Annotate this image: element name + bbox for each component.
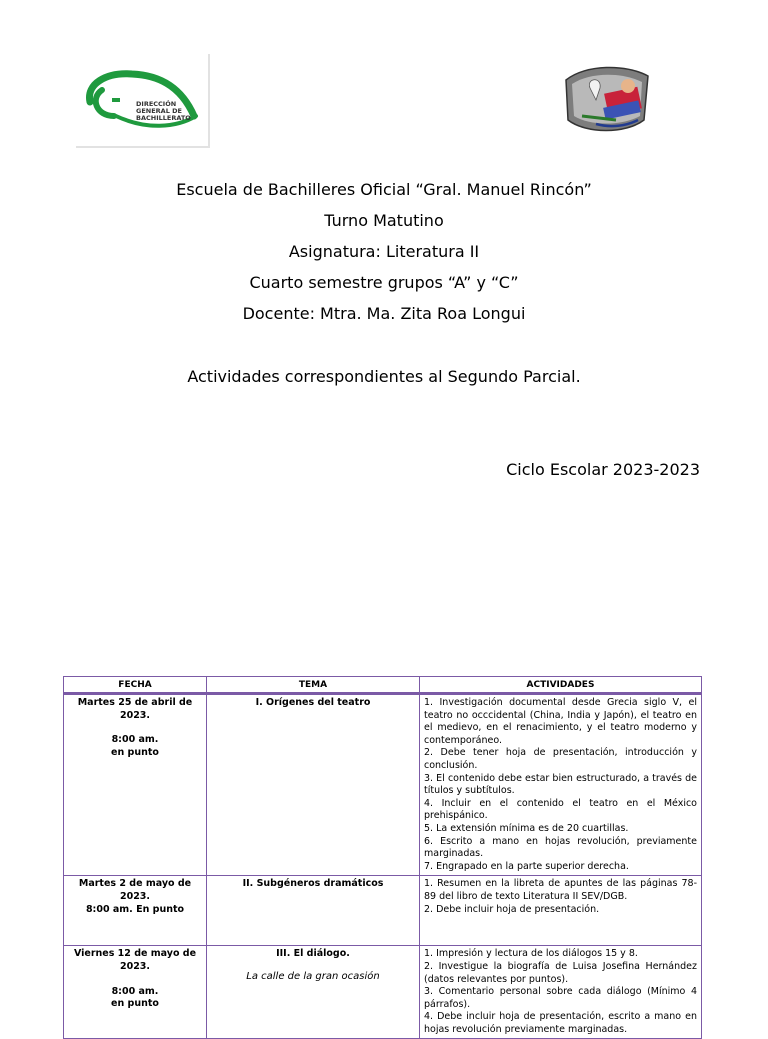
- tema-title: III. El diálogo.: [276, 948, 350, 960]
- activity-item: 2. Debe incluir hoja de presentación.: [424, 903, 600, 915]
- fecha-gap: [68, 722, 202, 734]
- fecha-line: 8:00 am.: [111, 985, 159, 997]
- asignatura: Asignatura: Literatura II: [288, 242, 480, 261]
- table-header-row: [64, 677, 702, 694]
- activity-item: 4. Debe incluir hoja de presentación, escrito a mano en hojas revolución previamente marginadas.: [424, 1011, 697, 1035]
- table-row: [64, 876, 702, 946]
- header-actividades: ACTIVIDADES: [420, 677, 702, 694]
- ciclo-escolar: Ciclo Escolar 2023-2023: [506, 460, 700, 479]
- dgb-line-3: BACHILLERATO: [136, 114, 191, 122]
- activity-item: 5. La extensión mínima es de 20 cuartillas.: [424, 822, 629, 834]
- fecha-line: en punto: [111, 998, 159, 1010]
- dgb-logo-text: [136, 101, 191, 122]
- row-actividades: [420, 694, 702, 876]
- activity-item: 2. Debe tener hoja de presentación, introducción y conclusión.: [424, 747, 697, 771]
- fecha-line: 2023.: [119, 709, 151, 721]
- activity-item: 1. Resumen en la libreta de apuntes de las páginas 78-89 del libro de texto Literatura II SEV/DGB.: [424, 878, 697, 902]
- activities-table: [63, 676, 702, 1039]
- dgb-line-1: DIRECCIÓN: [136, 100, 177, 108]
- semestre: Cuarto semestre grupos “A” y “C”: [249, 273, 519, 292]
- activity-item: 4. Incluir en el contenido el teatro en el México prehispánico.: [424, 797, 697, 822]
- fecha-line: 8:00 am.: [111, 734, 159, 746]
- activity-item: 2. Investigue la biografía de Luisa Josefina Hernández (datos relevantes por puntos).: [424, 960, 697, 985]
- tema-title: I. Orígenes del teatro: [255, 697, 371, 708]
- row-tema: [207, 876, 420, 946]
- row-fecha: [64, 876, 207, 946]
- activity-item: 6. Escrito a mano en hojas revolución, previamente marginadas.: [424, 835, 697, 860]
- fecha-line: Martes 25 de abril de: [77, 697, 193, 708]
- fecha-line: 2023.: [119, 890, 151, 902]
- row-fecha: [64, 946, 207, 1039]
- tema-subtitle: La calle de la gran ocasión: [246, 970, 380, 982]
- school-seal-icon: [556, 60, 656, 138]
- table-row: [64, 694, 702, 876]
- fecha-gap: [68, 974, 202, 986]
- school-name: Escuela de Bachilleres Oficial “Gral. Manuel Rincón”: [176, 180, 592, 199]
- fecha-line: Viernes 12 de mayo de: [73, 948, 197, 960]
- activity-item: 7. Engrapado en la parte superior derecha.: [424, 860, 629, 872]
- activity-item: 1. Investigación documental desde Grecia siglo V, el teatro no occcidental (China, India y Japón), el teatro en el medievo, en el renacimiento, y el teatro moderno y contemporáneo.: [424, 697, 697, 746]
- turno: Turno Matutino: [324, 211, 444, 230]
- row-fecha: [64, 694, 207, 876]
- header-fecha: FECHA: [64, 677, 207, 694]
- fecha-line: en punto: [111, 746, 159, 758]
- activity-item: 3. El contenido debe estar bien estructurado, a través de títulos y subtítulos.: [424, 772, 697, 797]
- activity-item: 3. Comentario personal sobre cada diálogo (Mínimo 4 párrafos).: [424, 986, 697, 1010]
- dgb-logo: [76, 54, 210, 148]
- table-row: [64, 946, 702, 1039]
- fecha-line: 8:00 am. En punto: [85, 903, 185, 915]
- actividades-title: Actividades correspondientes al Segundo Parcial.: [187, 367, 581, 386]
- fecha-line: Martes 2 de mayo de: [78, 878, 192, 890]
- fecha-line: 2023.: [119, 960, 151, 972]
- row-tema: [207, 694, 420, 876]
- docente: Docente: Mtra. Ma. Zita Roa Longui: [242, 304, 526, 323]
- activity-item: 1. Impresión y lectura de los diálogos 15 y 8.: [424, 948, 638, 960]
- header-tema: TEMA: [207, 677, 420, 694]
- tema-title: II. Subgéneros dramáticos: [242, 878, 384, 890]
- row-actividades: [420, 946, 702, 1039]
- school-seal-logo: [556, 60, 656, 138]
- row-tema: [207, 946, 420, 1039]
- row-actividades: [420, 876, 702, 946]
- dgb-line-2: GENERAL DE: [136, 107, 182, 115]
